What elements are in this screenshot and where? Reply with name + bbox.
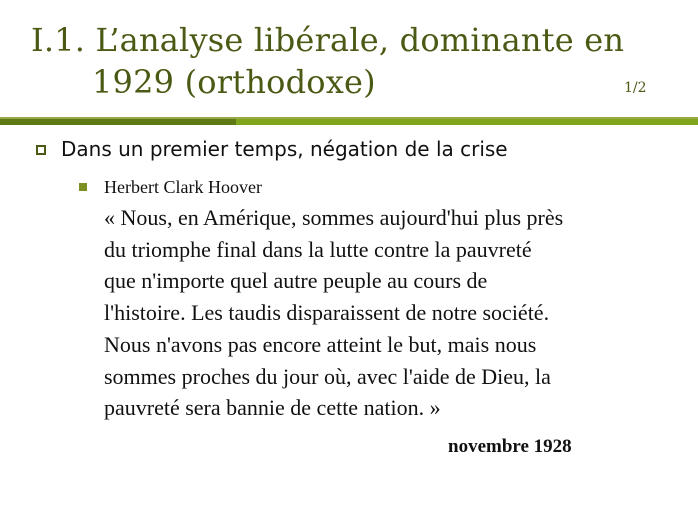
hollow-square-bullet-icon	[36, 145, 46, 155]
quote-line: pauvreté sera bannie de cette nation. »	[104, 395, 441, 421]
quote-line: du triomphe final dans la lutte contre la pauvreté	[104, 236, 532, 262]
slide-title-line-2: 1929 (orthodoxe)	[92, 63, 376, 101]
page-marker: 1/2	[624, 80, 647, 96]
title-divider-accent	[0, 119, 236, 125]
filled-square-bullet-icon	[79, 183, 87, 191]
quote-line: Nous n'avons pas encore atteint le but, mais nous	[104, 331, 537, 357]
quote-line: sommes proches du jour où, avec l'aide de Dieu, la	[104, 363, 551, 389]
quote-line: que n'importe quel autre peuple au cours de	[104, 268, 488, 294]
quote-author: Herbert Clark Hoover	[104, 177, 262, 197]
quote-line: l'histoire. Les taudis disparaissent de notre société.	[104, 300, 550, 326]
slide-title-line-1: I.1. L’analyse libérale, dominante en	[31, 21, 625, 59]
quote-date: novembre 1928	[448, 436, 572, 457]
quote-line: « Nous, en Amérique, sommes aujourd'hui plus près	[104, 205, 564, 230]
bullet-level1-text: Dans un premier temps, négation de la crise	[61, 137, 508, 161]
quote-text	[104, 202, 679, 424]
